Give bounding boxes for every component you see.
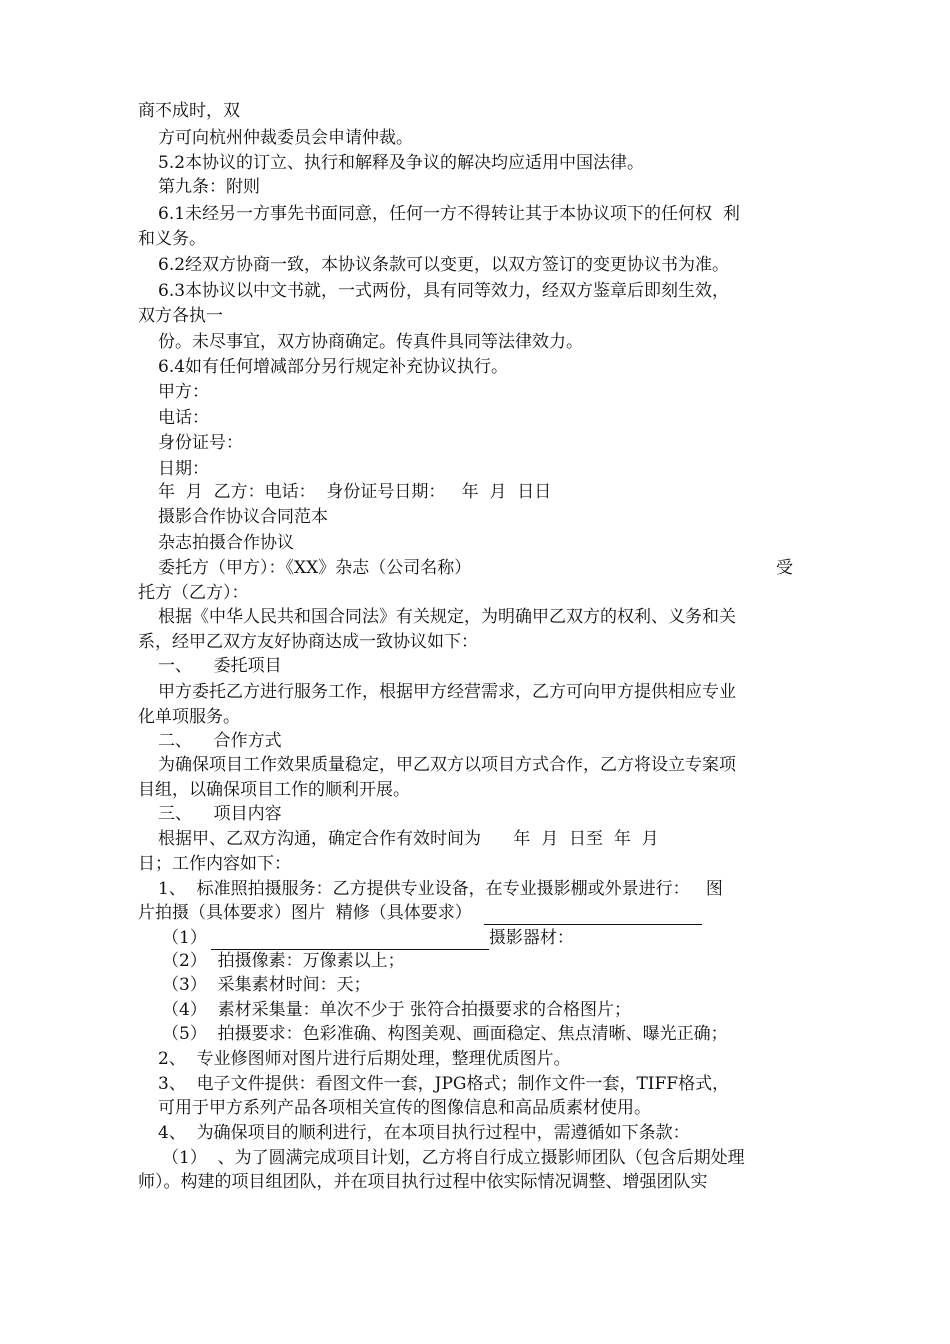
section-heading: 第九条：附则 — [158, 177, 260, 197]
text-line: 6.4如有任何增减部分另行规定补充协议执行。 — [158, 357, 509, 377]
text-line: 6.2经双方协商一致，本协议条款可以变更，以双方签订的变更协议书为准。 — [158, 255, 730, 275]
list-item: （3） 采集素材时间：天； — [162, 975, 371, 995]
text-line: 化单项服务。 — [138, 707, 240, 727]
text-line: 为确保项目工作效果质量稳定，甲乙双方以项目方式合作，乙方将设立专案项 — [158, 755, 736, 775]
text-fragment: 摄影器材： — [488, 928, 574, 948]
text-line: 份。未尽事宜，双方协商确定。传真件具同等法律效力。 — [158, 332, 583, 352]
blank-underline — [484, 906, 702, 925]
list-item: （1） 、为了圆满完成项目计划，乙方将自行成立摄影师团队（包含后期处理 — [162, 1148, 745, 1168]
list-item: （4） 素材采集量：单次不少于 张符合拍摄要求的合格图片； — [162, 1000, 632, 1020]
list-item: （2） 拍摄像素：万像素以上； — [162, 951, 405, 971]
document-subtitle: 杂志拍摄合作协议 — [158, 533, 294, 553]
text-line: 系，经甲乙双方友好协商达成一致协议如下： — [138, 632, 478, 652]
text-line: 6.3本协议以中文书就，一式两份，具有同等效力，经双方鉴章后即刻生效， — [158, 281, 730, 301]
text-line: 目组，以确保项目工作的顺利开展。 — [138, 780, 410, 800]
list-item-continuation: 师）。构建的项目组团队，并在项目执行过程中依实际情况调整、增强团队实 — [138, 1172, 708, 1192]
list-item — [162, 926, 574, 950]
list-item-continuation: 可用于甲方系列产品各项相关宣传的图像信息和高品质素材使用。 — [158, 1098, 651, 1118]
list-item: （5） 拍摄要求：色彩准确、构图美观、画面稳定、焦点清晰、曝光正确； — [162, 1024, 728, 1044]
text-line: 年 月 乙方：电话： 身份证号日期： 年 月 日日 — [158, 482, 552, 502]
document-title: 摄影合作协议合同范本 — [158, 507, 328, 527]
list-item: 2、 专业修图师对图片进行后期处理，整理优质图片。 — [158, 1049, 571, 1069]
date-label: 日期： — [158, 459, 209, 479]
blank-underline — [211, 931, 489, 950]
text-fragment: 受 — [776, 558, 793, 578]
party-a-label: 甲方： — [158, 382, 209, 402]
section-heading: 二、 合作方式 — [158, 731, 282, 751]
section-heading: 一、 委托项目 — [158, 656, 282, 676]
text-fragment: 片拍摄（具体要求）图片 精修（具体要求） — [138, 903, 472, 923]
text-line: 根据甲、乙双方沟通，确定合作有效时间为 年 月 日至 年 月 — [158, 829, 659, 849]
text-line: 托方（乙方）： — [138, 583, 249, 603]
list-item-continuation — [138, 901, 702, 925]
id-number-label: 身份证号： — [158, 433, 243, 453]
list-item: 3、 电子文件提供：看图文件一套，JPG格式；制作文件一套，TIFF格式， — [158, 1074, 730, 1094]
text-line: 和义务。 — [138, 229, 206, 249]
text-fragment: （1） — [162, 928, 207, 948]
text-line: 日；工作内容如下： — [138, 854, 291, 874]
list-item: 1、 标准照拍摄服务：乙方提供专业设备，在专业摄影棚或外景进行： 图 — [158, 879, 723, 899]
text-line: 6.1未经另一方事先书面同意，任何一方不得转让其于本协议项下的任何权 利 — [158, 204, 740, 224]
text-line: 甲方委托乙方进行服务工作，根据甲方经营需求，乙方可向甲方提供相应专业 — [158, 682, 736, 702]
text-line: 商不成时，双 — [138, 101, 240, 121]
text-line: 双方各执一 — [138, 306, 223, 326]
text-line: 5.2本协议的订立、执行和解释及争议的解决均应适用中国法律。 — [158, 153, 645, 173]
text-line: 方可向杭州仲裁委员会申请仲裁。 — [158, 128, 413, 148]
section-heading: 三、 项目内容 — [158, 804, 282, 824]
phone-label: 电话： — [158, 408, 209, 428]
text-line: 根据《中华人民共和国合同法》有关规定，为明确甲乙双方的权利、义务和关 — [158, 607, 736, 627]
list-item: 4、 为确保项目的顺利进行，在本项目执行过程中，需遵循如下条款： — [158, 1123, 690, 1143]
text-line: 委托方（甲方）：《XX》杂志（公司名称） — [158, 558, 472, 578]
